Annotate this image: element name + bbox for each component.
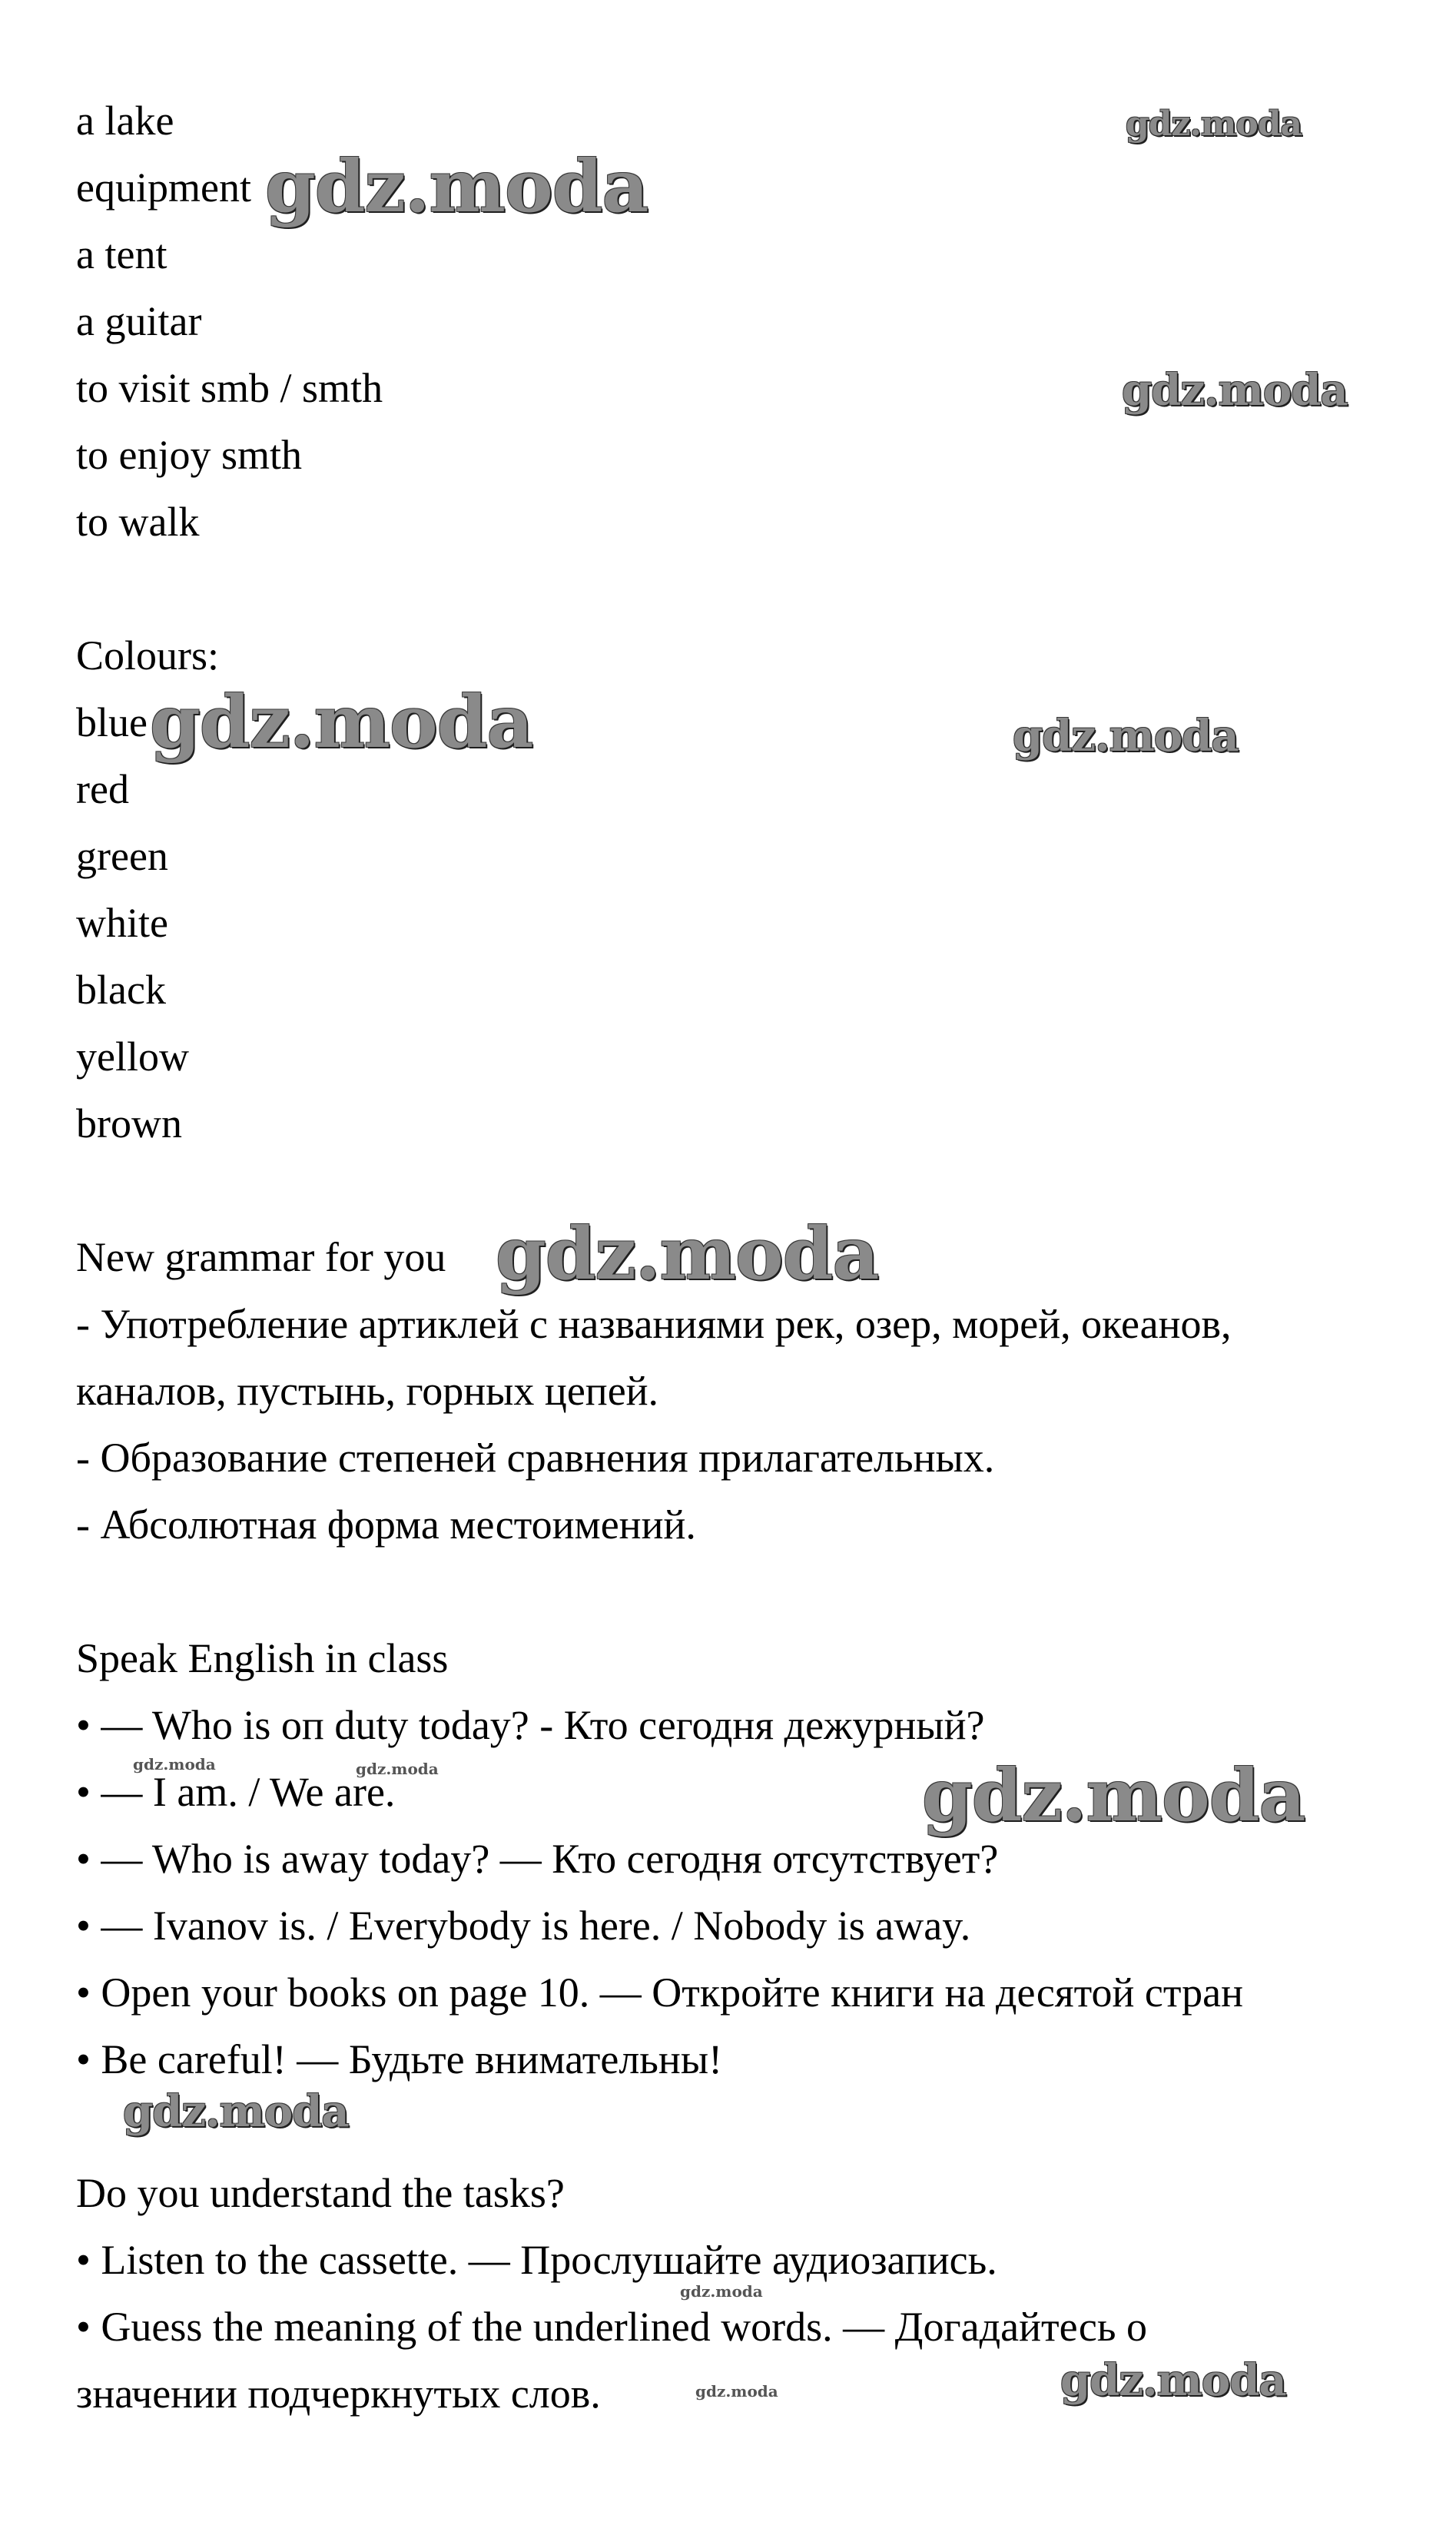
- colour-item: brown: [76, 1100, 182, 1146]
- speak-heading: Speak English in class: [76, 1635, 449, 1681]
- colour-item: green: [76, 833, 168, 879]
- grammar-item: каналов, пустынь, горных цепей.: [76, 1368, 659, 1414]
- watermark: gdz.moda: [1060, 2355, 1286, 2406]
- tasks-heading: Do you understand the tasks?: [76, 2170, 565, 2216]
- vocab-item: to walk: [76, 499, 200, 545]
- watermark: gdz.moda: [150, 680, 533, 765]
- speak-item: • — Who is away today? — Кто сегодня отсутствует?: [76, 1836, 999, 1882]
- task-item: значении подчеркнутых слов.: [76, 2371, 601, 2417]
- vocab-item: to enjoy smth: [76, 432, 302, 478]
- colours-heading: Colours:: [76, 632, 220, 679]
- watermark: gdz.moda: [133, 1755, 216, 1773]
- colour-item: white: [76, 900, 168, 946]
- watermark: gdz.moda: [265, 144, 648, 229]
- colour-item: blue: [76, 699, 148, 745]
- vocab-item: a tent: [76, 231, 167, 277]
- watermark: gdz.moda: [1122, 365, 1348, 416]
- vocab-item: a lake: [76, 98, 174, 144]
- watermark: gdz.moda: [123, 2086, 349, 2137]
- watermark: gdz.moda: [356, 1760, 439, 1778]
- speak-item: • — Who is оп duty today? - Кто сегодня дежурный?: [76, 1702, 985, 1748]
- speak-item: • Be careful! — Будьте внимательны!: [76, 2036, 723, 2082]
- grammar-item: - Образование степеней сравнения прилагательных.: [76, 1435, 995, 1481]
- watermark: gdz.moda: [1013, 711, 1239, 761]
- speak-item: • — Ivanov is. / Everybody is here. / Nobody is away.: [76, 1903, 971, 1949]
- task-item: • Listen to the cassette. — Прослушайте аудиозапись.: [76, 2237, 997, 2283]
- vocab-item: a guitar: [76, 298, 202, 344]
- speak-item: • Open your books on page 10. — Откройте книги на десятой стран: [76, 1969, 1244, 2016]
- vocab-item: to visit smb / smth: [76, 365, 383, 411]
- watermark: gdz.moda: [695, 2382, 778, 2401]
- grammar-heading: New grammar for you: [76, 1234, 446, 1280]
- colour-item: black: [76, 967, 166, 1013]
- colour-item: yellow: [76, 1034, 189, 1080]
- speak-item: • — I am. / We are.: [76, 1769, 396, 1815]
- vocab-item: equipment: [76, 164, 251, 211]
- grammar-item: - Абсолютная форма местоимений.: [76, 1501, 696, 1548]
- colour-item: red: [76, 766, 129, 812]
- watermark: gdz.moda: [922, 1754, 1305, 1838]
- watermark: gdz.moda: [680, 2282, 763, 2301]
- watermark: gdz.moda: [1126, 105, 1302, 144]
- grammar-item: - Употребление артиклей с названиями рек, озер, морей, океанов,: [76, 1301, 1232, 1347]
- watermark: gdz.moda: [496, 1212, 879, 1296]
- task-item: • Guess the meaning of the underlined words. — Догадайтесь о: [76, 2304, 1147, 2350]
